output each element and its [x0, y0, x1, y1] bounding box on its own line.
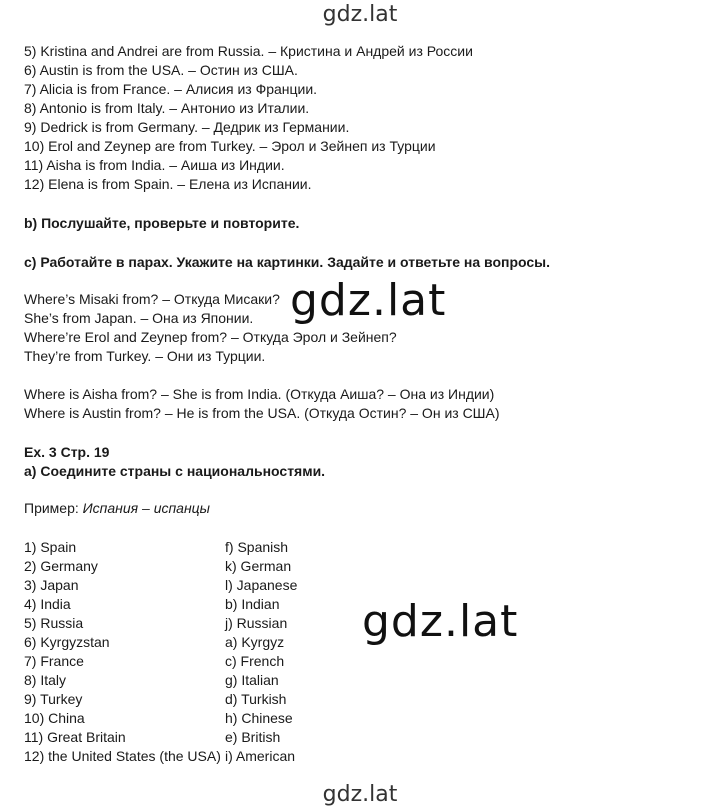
dialog-line: They’re from Turkey. – Они из Турции. — [24, 348, 266, 364]
example-line — [24, 500, 210, 516]
nationality-item: a) Kyrgyz — [225, 634, 285, 650]
watermark-bottom: gdz.lat — [322, 782, 398, 807]
dialog-line: Where’s Misaki from? – Откуда Мисаки? — [24, 291, 280, 307]
nationality-item: l) Japanese — [225, 577, 298, 593]
country-item: 11) Great Britain — [24, 729, 126, 745]
nationality-item: g) Italian — [225, 672, 279, 688]
example-text: Испания – испанцы — [82, 500, 210, 516]
sentence-line: 6) Austin is from the USA. – Остин из США. — [24, 62, 298, 78]
task-a-heading: a) Соедините страны с национальностями. — [24, 463, 326, 479]
country-item: 3) Japan — [24, 577, 79, 593]
task-c-heading: c) Работайте в парах. Укажите на картинки. Задайте и ответьте на вопросы. — [24, 254, 551, 270]
country-item: 5) Russia — [24, 615, 84, 631]
sentence-line: 10) Erol and Zeynep are from Turkey. – Эрол и Зейнеп из Турции — [24, 138, 436, 154]
nationality-item: f) Spanish — [225, 539, 289, 555]
country-item: 7) France — [24, 653, 84, 669]
dialog-line: Where’re Erol and Zeynep from? – Откуда Эрол и Зейнеп? — [24, 329, 397, 345]
country-item: 1) Spain — [24, 539, 77, 555]
country-item: 10) China — [24, 710, 85, 726]
watermark-top: gdz.lat — [322, 2, 398, 27]
exercise-header: Ex. 3 Стр. 19 — [24, 444, 110, 460]
nationality-item: h) Chinese — [225, 710, 293, 726]
watermark-lower: gdz.lat — [362, 596, 519, 647]
dialog-line: She’s from Japan. – Она из Японии. — [24, 310, 254, 326]
example-label: Пример: — [24, 500, 83, 516]
country-item: 4) India — [24, 596, 71, 612]
qa-line: Where is Austin from? – He is from the USA. (Откуда Остин? – Он из США) — [24, 405, 500, 421]
nationality-item: i) American — [225, 748, 296, 764]
country-item: 12) the United States (the USA) — [24, 748, 221, 764]
country-item: 8) Italy — [24, 672, 67, 688]
nationality-item: c) French — [225, 653, 285, 669]
sentence-line: 8) Antonio is from Italy. – Антонио из Италии. — [24, 100, 310, 116]
country-item: 6) Kyrgyzstan — [24, 634, 110, 650]
sentence-line: 9) Dedrick is from Germany. – Дедрик из Германии. — [24, 119, 350, 135]
task-b-heading: b) Послушайте, проверьте и повторите. — [24, 215, 300, 231]
country-item: 2) Germany — [24, 558, 98, 574]
nationality-item: b) Indian — [225, 596, 280, 612]
nationality-item: d) Turkish — [225, 691, 287, 707]
country-item: 9) Turkey — [24, 691, 83, 707]
nationality-item: j) Russian — [225, 615, 288, 631]
sentence-line: 7) Alicia is from France. – Алисия из Франции. — [24, 81, 318, 97]
sentence-line: 11) Aisha is from India. – Аиша из Индии. — [24, 157, 285, 173]
qa-line: Where is Aisha from? – She is from India. (Откуда Аиша? – Она из Индии) — [24, 386, 495, 402]
watermark-center: gdz.lat — [290, 275, 447, 326]
sentence-line: 5) Kristina and Andrei are from Russia. – Кристина и Андрей из России — [24, 43, 473, 59]
sentence-line: 12) Elena is from Spain. – Елена из Испании. — [24, 176, 312, 192]
nationality-item: k) German — [225, 558, 292, 574]
nationality-item: e) British — [225, 729, 281, 745]
